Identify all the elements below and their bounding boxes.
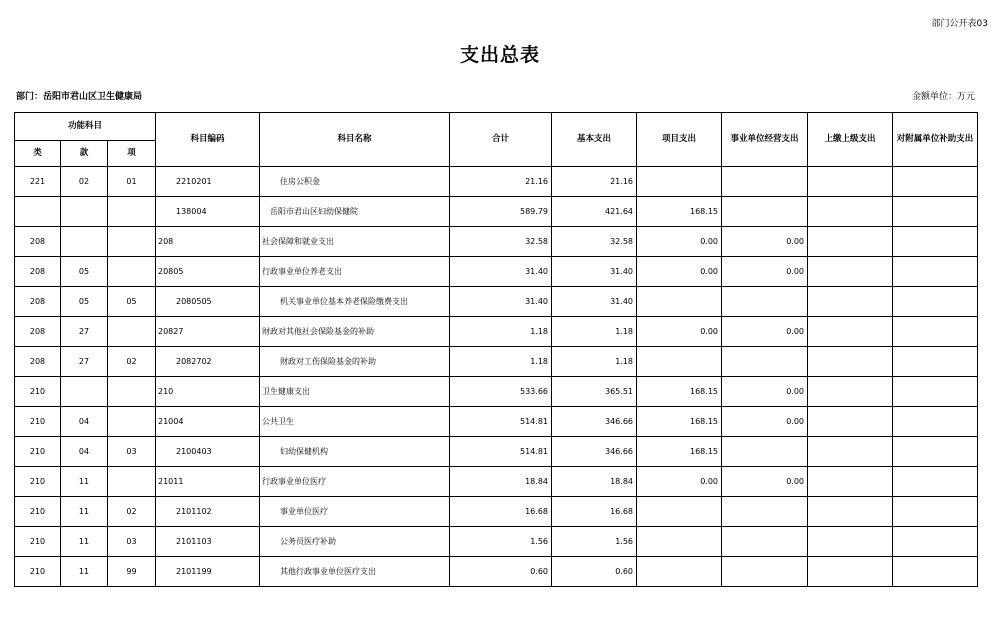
cell-code: 2100403 xyxy=(156,437,260,467)
cell-business xyxy=(722,287,808,317)
cell-kuan: 11 xyxy=(61,557,108,587)
cell-subsidy xyxy=(893,437,978,467)
cell-kuan: 02 xyxy=(61,167,108,197)
cell-name: 行政事业单位医疗 xyxy=(260,467,450,497)
cell-total: 16.68 xyxy=(450,497,552,527)
cell-lei: 210 xyxy=(15,527,61,557)
cell-project xyxy=(637,167,722,197)
cell-total: 514.81 xyxy=(450,407,552,437)
header-subsidy: 对附属单位补助支出 xyxy=(893,113,978,167)
cell-project: 0.00 xyxy=(637,317,722,347)
header-basic: 基本支出 xyxy=(552,113,637,167)
cell-name: 岳阳市君山区妇幼保健院 xyxy=(260,197,450,227)
cell-name: 机关事业单位基本养老保险缴费支出 xyxy=(260,287,450,317)
cell-total: 514.81 xyxy=(450,437,552,467)
cell-total: 21.16 xyxy=(450,167,552,197)
page-title: 支出总表 xyxy=(459,44,540,66)
cell-lei: 210 xyxy=(15,377,61,407)
cell-lei: 221 xyxy=(15,167,61,197)
header-lei: 类 xyxy=(15,141,61,167)
cell-upper xyxy=(808,287,893,317)
table-row xyxy=(15,347,978,377)
cell-upper xyxy=(808,317,893,347)
cell-subsidy xyxy=(893,497,978,527)
cell-kuan: 04 xyxy=(61,437,108,467)
cell-xiang xyxy=(108,227,156,257)
cell-subsidy xyxy=(893,557,978,587)
cell-code: 20805 xyxy=(156,257,260,287)
cell-project: 168.15 xyxy=(637,407,722,437)
cell-basic: 32.58 xyxy=(552,227,637,257)
cell-xiang xyxy=(108,257,156,287)
department-label: 部门：岳阳市君山区卫生健康局 xyxy=(16,92,143,102)
cell-code: 2101199 xyxy=(156,557,260,587)
cell-lei: 208 xyxy=(15,287,61,317)
cell-code: 2080505 xyxy=(156,287,260,317)
cell-code: 2210201 xyxy=(156,167,260,197)
table-row xyxy=(15,557,978,587)
cell-code: 210 xyxy=(156,377,260,407)
cell-subsidy xyxy=(893,407,978,437)
cell-lei: 210 xyxy=(15,467,61,497)
cell-business: 0.00 xyxy=(722,227,808,257)
cell-subsidy xyxy=(893,227,978,257)
cell-business: 0.00 xyxy=(722,377,808,407)
cell-basic: 18.84 xyxy=(552,467,637,497)
table-row xyxy=(15,527,978,557)
cell-name: 社会保障和就业支出 xyxy=(260,227,450,257)
cell-xiang: 02 xyxy=(108,347,156,377)
cell-name: 其他行政事业单位医疗支出 xyxy=(260,557,450,587)
cell-kuan: 27 xyxy=(61,347,108,377)
cell-total: 31.40 xyxy=(450,257,552,287)
cell-kuan: 11 xyxy=(61,467,108,497)
cell-basic: 1.56 xyxy=(552,527,637,557)
cell-upper xyxy=(808,377,893,407)
header-code: 科目编码 xyxy=(156,113,260,167)
cell-lei: 208 xyxy=(15,347,61,377)
cell-total: 1.18 xyxy=(450,317,552,347)
cell-xiang: 05 xyxy=(108,287,156,317)
cell-basic: 16.68 xyxy=(552,497,637,527)
cell-kuan: 11 xyxy=(61,497,108,527)
table-row xyxy=(15,167,978,197)
cell-upper xyxy=(808,197,893,227)
cell-lei: 208 xyxy=(15,317,61,347)
cell-project: 168.15 xyxy=(637,197,722,227)
cell-basic: 31.40 xyxy=(552,257,637,287)
cell-xiang: 02 xyxy=(108,497,156,527)
cell-upper xyxy=(808,497,893,527)
cell-project xyxy=(637,527,722,557)
cell-project xyxy=(637,287,722,317)
cell-subsidy xyxy=(893,257,978,287)
cell-lei: 210 xyxy=(15,437,61,467)
cell-subsidy xyxy=(893,167,978,197)
cell-name: 住房公积金 xyxy=(260,167,450,197)
cell-basic: 421.64 xyxy=(552,197,637,227)
cell-name: 卫生健康支出 xyxy=(260,377,450,407)
table-body xyxy=(15,167,978,587)
header-upper: 上缴上级支出 xyxy=(808,113,893,167)
cell-lei: 210 xyxy=(15,497,61,527)
cell-project: 0.00 xyxy=(637,227,722,257)
cell-name: 妇幼保健机构 xyxy=(260,437,450,467)
table-row xyxy=(15,407,978,437)
cell-project: 168.15 xyxy=(637,437,722,467)
cell-xiang xyxy=(108,197,156,227)
header-xiang: 项 xyxy=(108,141,156,167)
cell-business: 0.00 xyxy=(722,467,808,497)
cell-xiang: 03 xyxy=(108,527,156,557)
form-code: 部门公开表03 xyxy=(931,19,988,29)
cell-project xyxy=(637,497,722,527)
cell-total: 533.66 xyxy=(450,377,552,407)
cell-business xyxy=(722,167,808,197)
header-func-group: 功能科目 xyxy=(15,113,156,141)
cell-total: 0.60 xyxy=(450,557,552,587)
cell-subsidy xyxy=(893,377,978,407)
cell-code: 2101102 xyxy=(156,497,260,527)
cell-subsidy xyxy=(893,527,978,557)
cell-kuan xyxy=(61,377,108,407)
table-row xyxy=(15,227,978,257)
cell-business xyxy=(722,557,808,587)
cell-kuan: 05 xyxy=(61,257,108,287)
cell-xiang: 03 xyxy=(108,437,156,467)
cell-name: 公共卫生 xyxy=(260,407,450,437)
cell-business xyxy=(722,527,808,557)
cell-xiang: 01 xyxy=(108,167,156,197)
cell-xiang: 99 xyxy=(108,557,156,587)
cell-project xyxy=(637,557,722,587)
cell-kuan: 27 xyxy=(61,317,108,347)
cell-project: 168.15 xyxy=(637,377,722,407)
cell-business xyxy=(722,497,808,527)
cell-code: 2101103 xyxy=(156,527,260,557)
table-row xyxy=(15,287,978,317)
cell-total: 32.58 xyxy=(450,227,552,257)
cell-lei: 208 xyxy=(15,257,61,287)
cell-basic: 346.66 xyxy=(552,437,637,467)
cell-project: 0.00 xyxy=(637,257,722,287)
expenditure-table xyxy=(14,112,978,587)
header-name: 科目名称 xyxy=(260,113,450,167)
cell-upper xyxy=(808,257,893,287)
cell-business xyxy=(722,347,808,377)
cell-total: 31.40 xyxy=(450,287,552,317)
table-row xyxy=(15,197,978,227)
cell-total: 1.18 xyxy=(450,347,552,377)
cell-basic: 1.18 xyxy=(552,317,637,347)
cell-upper xyxy=(808,527,893,557)
cell-subsidy xyxy=(893,467,978,497)
cell-lei xyxy=(15,197,61,227)
cell-kuan xyxy=(61,197,108,227)
cell-code: 20827 xyxy=(156,317,260,347)
cell-business xyxy=(722,197,808,227)
cell-name: 公务员医疗补助 xyxy=(260,527,450,557)
cell-kuan: 04 xyxy=(61,407,108,437)
header-project: 项目支出 xyxy=(637,113,722,167)
cell-xiang xyxy=(108,317,156,347)
cell-total: 18.84 xyxy=(450,467,552,497)
table-row xyxy=(15,257,978,287)
cell-business: 0.00 xyxy=(722,407,808,437)
cell-basic: 0.60 xyxy=(552,557,637,587)
amount-unit-label: 金额单位：万元 xyxy=(911,92,975,102)
cell-subsidy xyxy=(893,317,978,347)
table-row xyxy=(15,437,978,467)
cell-name: 财政对其他社会保险基金的补助 xyxy=(260,317,450,347)
cell-project xyxy=(637,347,722,377)
cell-business: 0.00 xyxy=(722,317,808,347)
cell-lei: 210 xyxy=(15,557,61,587)
cell-xiang xyxy=(108,467,156,497)
cell-subsidy xyxy=(893,347,978,377)
cell-upper xyxy=(808,407,893,437)
cell-name: 财政对工伤保险基金的补助 xyxy=(260,347,450,377)
table-row xyxy=(15,467,978,497)
cell-upper xyxy=(808,437,893,467)
cell-project: 0.00 xyxy=(637,467,722,497)
cell-total: 589.79 xyxy=(450,197,552,227)
table-row xyxy=(15,377,978,407)
cell-kuan xyxy=(61,227,108,257)
cell-upper xyxy=(808,347,893,377)
cell-total: 1.56 xyxy=(450,527,552,557)
cell-name: 事业单位医疗 xyxy=(260,497,450,527)
header-business: 事业单位经营支出 xyxy=(722,113,808,167)
cell-code: 21004 xyxy=(156,407,260,437)
cell-business xyxy=(722,437,808,467)
cell-code: 138004 xyxy=(156,197,260,227)
cell-upper xyxy=(808,557,893,587)
cell-basic: 1.18 xyxy=(552,347,637,377)
cell-kuan: 05 xyxy=(61,287,108,317)
cell-code: 21011 xyxy=(156,467,260,497)
cell-subsidy xyxy=(893,287,978,317)
table-row xyxy=(15,497,978,527)
cell-code: 208 xyxy=(156,227,260,257)
cell-upper xyxy=(808,467,893,497)
header-kuan: 款 xyxy=(61,141,108,167)
cell-basic: 31.40 xyxy=(552,287,637,317)
cell-business: 0.00 xyxy=(722,257,808,287)
cell-xiang xyxy=(108,407,156,437)
cell-basic: 346.66 xyxy=(552,407,637,437)
cell-lei: 210 xyxy=(15,407,61,437)
cell-upper xyxy=(808,167,893,197)
cell-lei: 208 xyxy=(15,227,61,257)
cell-basic: 365.51 xyxy=(552,377,637,407)
cell-code: 2082702 xyxy=(156,347,260,377)
table-row xyxy=(15,317,978,347)
cell-basic: 21.16 xyxy=(552,167,637,197)
cell-upper xyxy=(808,227,893,257)
cell-xiang xyxy=(108,377,156,407)
cell-kuan: 11 xyxy=(61,527,108,557)
cell-subsidy xyxy=(893,197,978,227)
header-total: 合计 xyxy=(450,113,552,167)
cell-name: 行政事业单位养老支出 xyxy=(260,257,450,287)
